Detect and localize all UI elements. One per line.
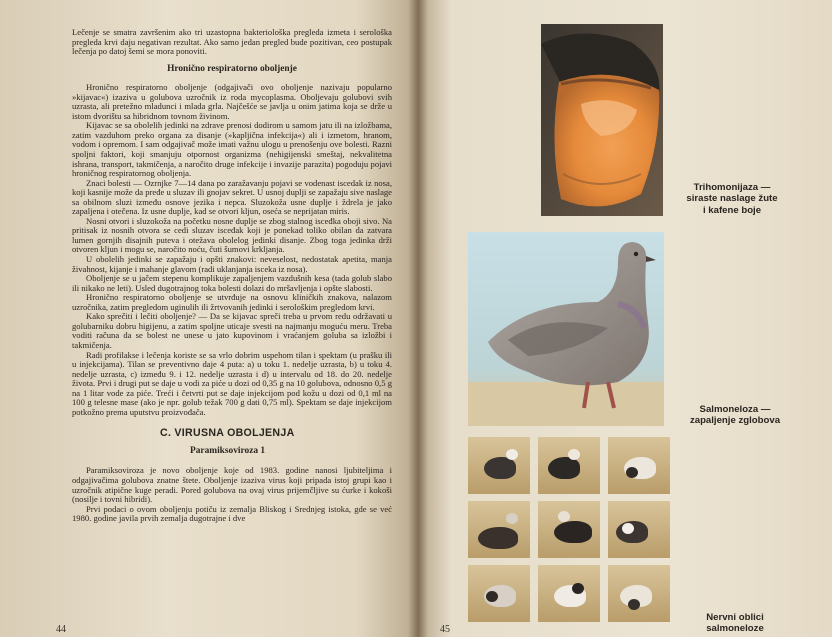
grid-photo-4 [468, 501, 530, 558]
paragraph-3: Znaci bolesti — Ozrnjke 7—14 dana po zaražavanju pojavi se vodenast iscedak iz nosa, koji kasnije može da pređe u sluzav ili gnojav sekret. U usnoj duplji se zapažaju sive naslage sa obilnom sluzi između osnove jezika i nepca. Sluzokoža usne duplje i ždrela je jako zapaljena i otečena. Iz usne duplje, kad se otvori kljun, oseća se neprijatan miris. [72, 177, 392, 217]
grid-photo-6 [608, 501, 670, 558]
paragraph-6: Oboljenje se u jačem stepenu komplikuje zapaljenjem vazdušnih kesa (tada golub slabo ili nikako ne leti). Usled dugotrajnog toka bolesti dolazi do mršavljenja i opšte slabosti. [72, 273, 392, 293]
pigeon-standing-image [468, 232, 664, 426]
subheading: Paramiksoviroza 1 [190, 445, 266, 456]
intro-paragraph: Lečenje se smatra završenim ako tri uzastopna bakteriološka pregleda izmeta i serološka pregleda krvi daju negativan rezultat. Ako samo jedan pregled bude pozitivan, ceo postupak lečenja po datoj šemi se mora ponoviti. [72, 27, 392, 57]
caption-nervni-oblici: Nervni oblici salmoneloze [706, 612, 764, 635]
section-heading: Hronično respiratorno oboljenje [167, 63, 297, 74]
nervous-forms-photo-grid [466, 437, 672, 637]
paragraph-1: Hronično respiratorno oboljenje (odgajivači ovo oboljenje nazivaju popularno »kijavac«) izaziva u golubova uzročnik iz roda mycoplasma. Oboljevaju golubovi svih uzrasta, ali pretežno mladunci i mlada grla. Najčešće se javlja u onim jatima koja se drže u istom dvorištu sa hibridnom tovnom živinom. [72, 82, 392, 121]
grid-photo-2 [538, 437, 600, 494]
beak-closeup-image [541, 24, 663, 216]
right-page [418, 0, 832, 637]
grid-photo-8 [538, 565, 600, 622]
final-paragraph-2: Prvi podaci o ovom oboljenju potiču iz zemalja Bliskog i Srednjeg istoka, gde se već 1980. godine javila prvih zemalja dugotrajne i dve [72, 503, 392, 524]
grid-photo-3 [608, 437, 670, 494]
paragraph-5: U obolelih jedinki se zapažaju i opšti znakovi: neveselost, nedostatak apetita, manja živahnost, kijanje i mahanje glavom (radi uklanjanja isceka iz nosa). [72, 254, 392, 274]
caption-trihomonijaza: Trihomonijaza — siraste naslage žute i kafene boje [686, 182, 778, 216]
grid-photo-9 [608, 565, 670, 622]
grid-photo-5 [538, 501, 600, 558]
salmonellosis-photo [468, 232, 664, 426]
page-number-left: 44 [56, 624, 66, 635]
grid-photo-1 [468, 437, 530, 494]
paragraph-4: Nosni otvori i sluzokoža na početku nosne duplje se zbog stalnog isceđka oboji sivo. Na pritisak iz nosnih otvora se cedi sluzav isceđak koji je ponekad toliko obilan da zatvara lumen gornjih disajnih puteva i otežava obolelog jedinki disanje. Zbog toga jedinka drži otvoren kljun i mogu se, naročito noću, čuti šumovi krkljanja. [72, 215, 392, 255]
paragraph-7: Hronično respiratorno oboljenje se utvrđuje na osnovu kliničkih znakova, nalazom uzročnika, zatim pregledom uginulih ili žrtvovanih jedinki i serološkim pregledom krvi. [72, 292, 392, 312]
left-page-text [72, 28, 392, 524]
chapter-heading: C. VIRUSNA OBOLJENJA [160, 427, 295, 440]
grid-photo-7 [468, 565, 530, 622]
book-gutter [408, 0, 428, 637]
paragraph-9: Radi profilakse i lečenja koriste se sa vrlo dobrim uspehom tilan i spektam (u prašku ili u injekcijama). Tilan se preventivno daje 4 puta: a) u toku 1. nedelje uzrasta, b) u toku 4. nedelje uzrasta, c) između 9. i 12. nedelje uzrasta i d) u intervalu od 18. do 20. nedelje života. Prvi i drugi put se daje u vodi za piće u dozi od 0,35 g na 10 golubova, odnosno 0,5 g na 1 litar vode za piće. Treći i četvrti put se daje injekcijom pod kožu u dozi od 0,1 ml na 100 g telesne mase (ako je npr. golub težak 700 g dati 0,75 ml). Spektam se daje injekcijom potkožno prema uputstvu proizvođača. [72, 349, 392, 417]
page-number-right: 45 [440, 624, 450, 635]
trichomoniasis-photo [541, 24, 663, 216]
paragraph-8: Kako sprečiti i lečiti oboljenje? — Da se kijavac spreči treba u prvom redu održavati u golubarniku dobru higijenu, a zatim spoljne uticaje svesti na najmanju moguću meru. Treba voditi računa da se bolest ne unese u jato kupovinom i vraćanjem goluba sa izložbi i takmičenja. [72, 311, 392, 350]
caption-salmoneloza: Salmoneloza — zapaljenje zglobova [689, 404, 781, 427]
paragraph-2: Kijavac se sa obolelih jedinki na zdrave prenosi dodirom u samom jatu ili na izložbama, zatim vazduhom preko organa za disanje (»kapljična infekcija«) ali i izmetom, hranom, vodom i opremom. I sam odgajivač može imati važnu ulogu u prenošenju ove bolesti. Razni spoljni faktori, koji smanjuju otpornost organizma (nehigijenski smeštaj, nekvalitetna ishrana, transport, takmičenja, a naročito druge infekcije i invazije parazita) pogoduju pojavi hroničnog respiratornog oboljenja. [72, 120, 392, 179]
final-paragraph-1: Paramiksoviroza je novo oboljenje koje od 1983. godine nanosi ljubiteljima i odgajivačima golubova znatne štete. Oboljenje izaziva virus koji pripada istoj grupi kao i uzročnik atipične kuge peradi. Pored golubova na ovaj virus prijemčljive su ćurke i kokoši (nosilje i tovni hibridi). [72, 465, 392, 505]
